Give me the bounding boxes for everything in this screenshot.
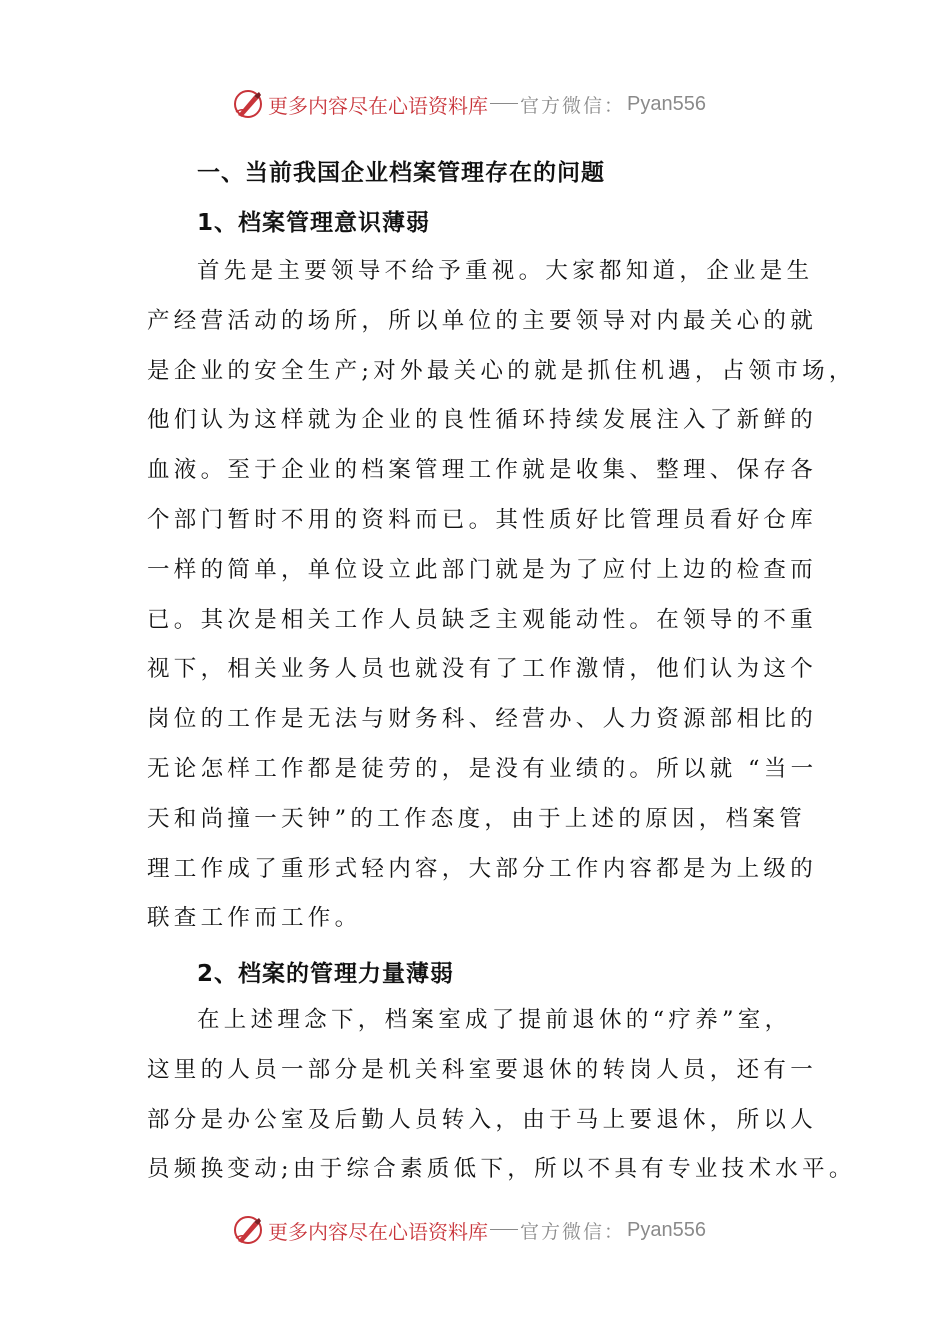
section-heading: 一、当前我国企业档案管理存在的问题 [197, 160, 605, 186]
paragraph-line: 无论怎样工作都是徒劳的，是没有业绩的。所以就 “当一 [147, 755, 818, 782]
banner-account-id: Pyan556 [627, 1218, 706, 1241]
paragraph-line: 在上述理念下，档案室成了提前退休的“疗养”室， [197, 1007, 792, 1033]
banner-dash [490, 1229, 518, 1230]
paragraph-line: 一样的简单，单位设立此部门就是为了应付上边的检查而 [147, 556, 818, 583]
banner-brand-text: 更多内容尽在心语资料库 [268, 93, 488, 118]
paragraph-line: 员频换变动;由于综合素质低下，所以不具有专业技术水平。 [147, 1156, 856, 1183]
paragraph-line: 个部门暂时不用的资料而已。其性质好比管理员看好仓库 [147, 506, 818, 533]
paragraph-line: 部分是办公室及后勤人员转入，由于马上要退休，所以人 [147, 1106, 818, 1133]
paragraph-line: 产经营活动的场所，所以单位的主要领导对内最关心的就 [147, 307, 818, 334]
paragraph-line: 这里的人员一部分是机关科室要退休的转岗人员，还有一 [147, 1056, 818, 1083]
paragraph-line: 他们认为这样就为企业的良性循环持续发展注入了新鲜的 [147, 407, 818, 434]
banner-official-label: 官方微信： [520, 1220, 626, 1243]
paragraph-line: 首先是主要领导不给予重视。大家都知道，企业是生 [197, 258, 814, 284]
paragraph-line: 视下，相关业务人员也就没有了工作激情，他们认为这个 [147, 656, 818, 683]
paragraph-2 [147, 1002, 856, 1201]
banner-official-label: 官方微信： [520, 94, 626, 117]
paragraph-line: 是企业的安全生产;对外最关心的就是抓住机遇，占领市场， [147, 357, 856, 384]
paragraph-line: 已。其次是相关工作人员缺乏主观能动性。在领导的不重 [147, 606, 818, 633]
footer-banner [232, 1212, 752, 1248]
paragraph-line: 血液。至于企业的档案管理工作就是收集、整理、保存各 [147, 457, 818, 484]
banner-brand-text: 更多内容尽在心语资料库 [268, 1219, 488, 1244]
paragraph-line: 联查工作而工作。 [147, 905, 362, 932]
paragraph-line: 岗位的工作是无法与财务科、经营办、人力资源部相比的 [147, 706, 818, 733]
banner-account-id: Pyan556 [627, 92, 706, 115]
pen-logo-icon [232, 1214, 264, 1246]
paragraph-line: 天和尚撞一天钟”的工作态度，由于上述的原因，档案管 [147, 805, 807, 832]
paragraph-line: 理工作成了重形式轻内容，大部分工作内容都是为上级的 [147, 855, 818, 882]
paragraph-1 [147, 253, 856, 950]
subsection-title-1: 1、档案管理意识薄弱 [197, 210, 431, 236]
subsection-title-2: 2、档案的管理力量薄弱 [197, 961, 455, 987]
header-banner [232, 86, 752, 122]
pen-logo-icon [232, 88, 264, 120]
banner-dash [490, 103, 518, 104]
